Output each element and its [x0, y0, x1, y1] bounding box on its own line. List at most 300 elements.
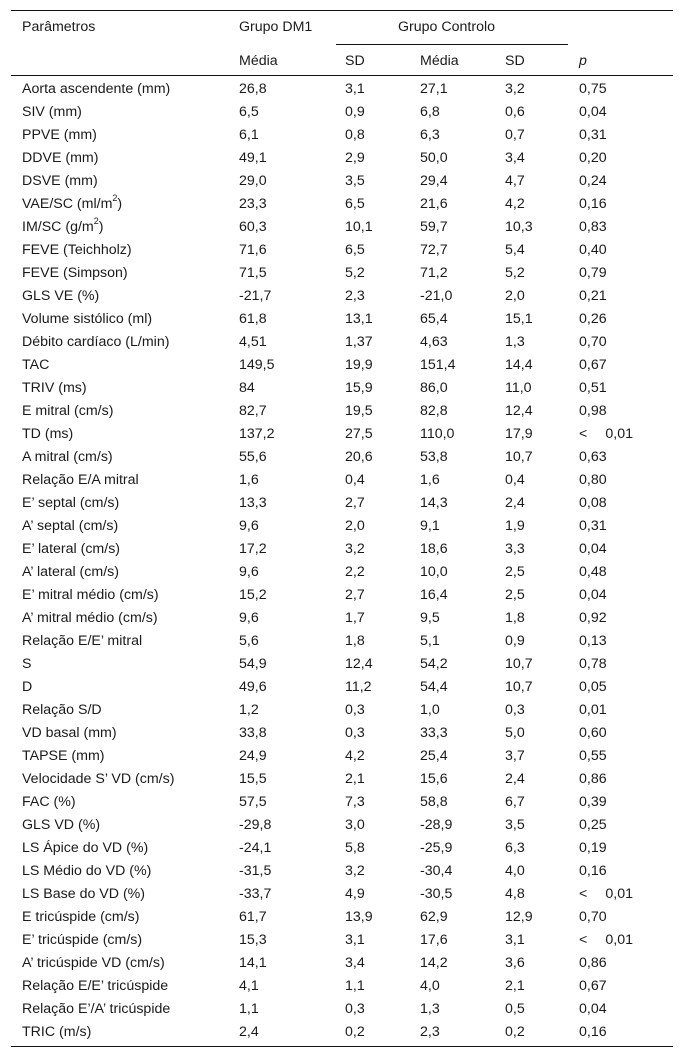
- controlo-mean-cell: 6,8: [420, 104, 440, 120]
- controlo-mean-cell: 29,4: [420, 173, 448, 189]
- dm1-sd-cell: 10,1: [345, 219, 373, 235]
- controlo-sd-cell: 5,4: [505, 242, 525, 258]
- controlo-sd-cell: 0,2: [505, 1024, 525, 1040]
- p-value-cell: < 0,01: [579, 932, 634, 948]
- table-row: [11, 745, 673, 768]
- dm1-mean-cell: 9,6: [239, 610, 259, 626]
- controlo-sd-cell: 2,5: [505, 564, 525, 580]
- comparison-table: [11, 10, 673, 1047]
- dm1-sd-cell: 1,37: [345, 334, 373, 350]
- header-grupo-controlo: Grupo Controlo: [398, 19, 495, 35]
- controlo-mean-cell: 82,8: [420, 403, 448, 419]
- controlo-mean-cell: 1,0: [420, 702, 440, 718]
- dm1-mean-cell: 33,8: [239, 725, 267, 741]
- dm1-mean-cell: 2,4: [239, 1024, 259, 1040]
- table-row: [11, 952, 673, 975]
- table-row: [11, 768, 673, 791]
- parameter-cell: Relação E/A mitral: [22, 472, 139, 488]
- controlo-mean-cell: 14,2: [420, 955, 448, 971]
- p-value-cell: 0,26: [579, 311, 607, 327]
- dm1-mean-cell: 1,1: [239, 1001, 259, 1017]
- table-row: [11, 354, 673, 377]
- dm1-sd-cell: 4,9: [345, 886, 365, 902]
- controlo-sd-cell: 12,4: [505, 403, 533, 419]
- dm1-mean-cell: 71,5: [239, 265, 267, 281]
- controlo-mean-cell: 2,3: [420, 1024, 440, 1040]
- p-value-cell: 0,67: [579, 978, 607, 994]
- table-row: [11, 584, 673, 607]
- p-value-cell: 0,70: [579, 909, 607, 925]
- dm1-sd-cell: 4,2: [345, 748, 365, 764]
- parameter-cell: DSVE (mm): [22, 173, 98, 189]
- table-bottom-rule: [11, 1046, 673, 1047]
- controlo-mean-cell: 4,0: [420, 978, 440, 994]
- controlo-mean-cell: 21,6: [420, 196, 448, 212]
- controlo-sd-cell: 6,3: [505, 840, 525, 856]
- dm1-sd-cell: 3,1: [345, 81, 365, 97]
- table-row: [11, 883, 673, 906]
- dm1-mean-cell: 15,2: [239, 587, 267, 603]
- controlo-sd-cell: 0,3: [505, 702, 525, 718]
- table-row: [11, 676, 673, 699]
- table-row: [11, 147, 673, 170]
- p-value-cell: 0,13: [579, 633, 607, 649]
- dm1-mean-cell: 6,5: [239, 104, 259, 120]
- p-value-cell: 0,04: [579, 587, 607, 603]
- controlo-mean-cell: 54,4: [420, 679, 448, 695]
- dm1-mean-cell: 6,1: [239, 127, 259, 143]
- table-row: [11, 699, 673, 722]
- parameter-cell: A’ lateral (cm/s): [22, 564, 119, 580]
- dm1-sd-cell: 3,5: [345, 173, 365, 189]
- table-row: [11, 400, 673, 423]
- controlo-sd-cell: 0,4: [505, 472, 525, 488]
- table-row: [11, 239, 673, 262]
- controlo-mean-cell: 71,2: [420, 265, 448, 281]
- p-value-cell: 0,98: [579, 403, 607, 419]
- controlo-sd-cell: 11,0: [505, 380, 532, 396]
- controlo-mean-cell: 16,4: [420, 587, 448, 603]
- dm1-sd-cell: 1,1: [345, 978, 365, 994]
- parameter-cell: TD (ms): [22, 426, 74, 442]
- dm1-sd-cell: 19,9: [345, 357, 373, 373]
- dm1-mean-cell: 1,6: [239, 472, 259, 488]
- controlo-mean-cell: 27,1: [420, 81, 448, 97]
- table-row: [11, 538, 673, 561]
- p-value-cell: 0,08: [579, 495, 607, 511]
- dm1-sd-cell: 0,2: [345, 1024, 365, 1040]
- table-row: [11, 262, 673, 285]
- parameter-cell: E’ tricúspide (cm/s): [22, 932, 143, 948]
- table-row: [11, 929, 673, 952]
- parameter-cell: Débito cardíaco (L/min): [22, 334, 170, 350]
- table-row: [11, 216, 673, 239]
- header-sd-controlo: SD: [505, 53, 525, 69]
- dm1-mean-cell: 49,6: [239, 679, 267, 695]
- p-value-cell: 0,86: [579, 771, 607, 787]
- table-row: [11, 492, 673, 515]
- controlo-mean-cell: 18,6: [420, 541, 448, 557]
- p-value-cell: 0,80: [579, 472, 607, 488]
- p-value-cell: 0,40: [579, 242, 607, 258]
- controlo-mean-cell: 1,3: [420, 1001, 440, 1017]
- dm1-sd-cell: 2,7: [345, 495, 365, 511]
- controlo-sd-cell: 15,1: [505, 311, 533, 327]
- dm1-mean-cell: 17,2: [239, 541, 267, 557]
- controlo-mean-cell: 1,6: [420, 472, 440, 488]
- dm1-sd-cell: 0,3: [345, 725, 365, 741]
- dm1-mean-cell: 71,6: [239, 242, 267, 258]
- table-row: [11, 1021, 673, 1044]
- parameter-cell: VD basal (mm): [22, 725, 117, 741]
- p-value-cell: 0,31: [579, 518, 607, 534]
- parameter-cell: A’ septal (cm/s): [22, 518, 119, 534]
- table-row: [11, 469, 673, 492]
- parameter-cell: E tricúspide (cm/s): [22, 909, 140, 925]
- parameter-cell: Relação S/D: [22, 702, 102, 718]
- dm1-sd-cell: 2,1: [345, 771, 365, 787]
- dm1-mean-cell: -29,8: [239, 817, 272, 833]
- table-row: [11, 331, 673, 354]
- dm1-sd-cell: 2,3: [345, 288, 365, 304]
- parameter-cell: GLS VD (%): [22, 817, 101, 833]
- dm1-mean-cell: 24,9: [239, 748, 267, 764]
- table-row: [11, 78, 673, 101]
- table-row: [11, 423, 673, 446]
- controlo-sd-cell: 1,8: [505, 610, 525, 626]
- parameter-cell: D: [22, 679, 33, 695]
- parameter-cell: TAC: [22, 357, 50, 373]
- dm1-mean-cell: 29,0: [239, 173, 267, 189]
- p-value-cell: 0,92: [579, 610, 607, 626]
- controlo-sd-cell: 3,5: [505, 817, 525, 833]
- parameter-cell: GLS VE (%): [22, 288, 100, 304]
- controlo-sd-cell: 10,7: [505, 679, 533, 695]
- controlo-mean-cell: 10,0: [420, 564, 448, 580]
- dm1-sd-cell: 2,7: [345, 587, 365, 603]
- controlo-mean-cell: 6,3: [420, 127, 440, 143]
- parameter-cell: A’ mitral médio (cm/s): [22, 610, 158, 626]
- table-row: [11, 837, 673, 860]
- dm1-sd-cell: 1,7: [345, 610, 365, 626]
- controlo-mean-cell: 25,4: [420, 748, 448, 764]
- dm1-sd-cell: 0,9: [345, 104, 365, 120]
- controlo-sd-cell: 4,8: [505, 886, 525, 902]
- parameter-cell: E’ lateral (cm/s): [22, 541, 121, 557]
- dm1-sd-cell: 13,1: [345, 311, 373, 327]
- dm1-sd-cell: 0,3: [345, 702, 365, 718]
- controlo-sd-cell: 2,1: [505, 978, 525, 994]
- table-header: [11, 11, 673, 76]
- controlo-mean-cell: 62,9: [420, 909, 448, 925]
- dm1-sd-cell: 6,5: [345, 196, 365, 212]
- header-parametros: Parâmetros: [22, 19, 96, 35]
- parameter-cell: IM/SC $(g/m^2)$: [22, 216, 104, 235]
- parameter-cell: Volume sistólico (ml): [22, 311, 153, 327]
- controlo-mean-cell: 65,4: [420, 311, 448, 327]
- table-row: [11, 561, 673, 584]
- controlo-mean-cell: 110,0: [420, 426, 455, 442]
- controlo-sd-cell: 4,2: [505, 196, 525, 212]
- table-row: [11, 193, 673, 216]
- parameter-cell: E mitral (cm/s): [22, 403, 114, 419]
- table-row: [11, 377, 673, 400]
- controlo-sd-cell: 4,0: [505, 863, 525, 879]
- dm1-mean-cell: 84: [239, 380, 255, 396]
- p-value-cell: 0,67: [579, 357, 607, 373]
- table-row: [11, 446, 673, 469]
- dm1-sd-cell: 13,9: [345, 909, 373, 925]
- table-row: [11, 860, 673, 883]
- controlo-sd-cell: 12,9: [505, 909, 533, 925]
- header-sd-dm1: SD: [345, 53, 365, 69]
- dm1-mean-cell: 13,3: [239, 495, 267, 511]
- dm1-mean-cell: 9,6: [239, 564, 259, 580]
- p-value-cell: < 0,01: [579, 886, 634, 902]
- p-value-cell: 0,79: [579, 265, 607, 281]
- controlo-sd-cell: 0,9: [505, 633, 525, 649]
- dm1-sd-cell: 2,2: [345, 564, 365, 580]
- parameter-cell: FEVE (Teichholz): [22, 242, 132, 258]
- dm1-mean-cell: -31,5: [239, 863, 272, 879]
- controlo-sd-cell: 0,6: [505, 104, 525, 120]
- controlo-mean-cell: 15,6: [420, 771, 448, 787]
- controlo-mean-cell: 86,0: [420, 380, 448, 396]
- dm1-sd-cell: 6,5: [345, 242, 365, 258]
- p-value-cell: 0,48: [579, 564, 607, 580]
- controlo-mean-cell: 54,2: [420, 656, 448, 672]
- p-value-cell: 0,05: [579, 679, 607, 695]
- dm1-sd-cell: 1,8: [345, 633, 365, 649]
- header-media-controlo: Média: [420, 53, 459, 69]
- dm1-mean-cell: 61,8: [239, 311, 267, 327]
- controlo-mean-cell: 14,3: [420, 495, 448, 511]
- controlo-sd-cell: 6,7: [505, 794, 525, 810]
- controlo-sd-cell: 1,9: [505, 518, 525, 534]
- dm1-sd-cell: 0,3: [345, 1001, 365, 1017]
- parameter-cell: E’ mitral médio (cm/s): [22, 587, 159, 603]
- dm1-mean-cell: -24,1: [239, 840, 272, 856]
- dm1-sd-cell: 3,2: [345, 541, 365, 557]
- dm1-sd-cell: 5,8: [345, 840, 365, 856]
- parameter-cell: Relação E’/A’ tricúspide: [22, 1001, 171, 1017]
- controlo-mean-cell: -30,4: [420, 863, 453, 879]
- p-value-cell: 0,21: [579, 288, 607, 304]
- dm1-mean-cell: 49,1: [239, 150, 267, 166]
- group-controlo-rule: [336, 44, 568, 45]
- controlo-mean-cell: 50,0: [420, 150, 448, 166]
- dm1-mean-cell: -21,7: [239, 288, 272, 304]
- parameter-cell: Velocidade S’ VD (cm/s): [22, 771, 175, 787]
- dm1-mean-cell: 149,5: [239, 357, 275, 373]
- p-value-cell: 0,70: [579, 334, 607, 350]
- controlo-sd-cell: 3,6: [505, 955, 525, 971]
- p-value-cell: 0,04: [579, 104, 607, 120]
- dm1-sd-cell: 11,2: [345, 679, 372, 695]
- dm1-sd-cell: 12,4: [345, 656, 373, 672]
- dm1-mean-cell: -33,7: [239, 886, 272, 902]
- controlo-sd-cell: 14,4: [505, 357, 533, 373]
- table-row: [11, 975, 673, 998]
- parameter-cell: A’ tricúspide VD (cm/s): [22, 955, 165, 971]
- p-value-cell: 0,60: [579, 725, 607, 741]
- controlo-sd-cell: 2,4: [505, 495, 525, 511]
- dm1-mean-cell: 1,2: [239, 702, 259, 718]
- parameter-cell: SIV (mm): [22, 104, 82, 120]
- header-grupo-dm1: Grupo DM1: [239, 19, 313, 35]
- p-value-cell: 0,16: [579, 196, 607, 212]
- dm1-sd-cell: 27,5: [345, 426, 373, 442]
- p-value-cell: 0,86: [579, 955, 607, 971]
- dm1-mean-cell: 61,7: [239, 909, 267, 925]
- controlo-sd-cell: 5,0: [505, 725, 525, 741]
- dm1-sd-cell: 5,2: [345, 265, 365, 281]
- dm1-sd-cell: 7,3: [345, 794, 365, 810]
- table-row: [11, 308, 673, 331]
- p-value-cell: 0,16: [579, 1024, 607, 1040]
- table-row: [11, 101, 673, 124]
- p-value-cell: < 0,01: [579, 426, 634, 442]
- controlo-sd-cell: 3,2: [505, 81, 525, 97]
- table-row: [11, 630, 673, 653]
- table-row: [11, 607, 673, 630]
- controlo-mean-cell: 58,8: [420, 794, 448, 810]
- table-row: [11, 170, 673, 193]
- controlo-mean-cell: 53,8: [420, 449, 448, 465]
- p-value-cell: 0,04: [579, 541, 607, 557]
- controlo-sd-cell: 2,4: [505, 771, 525, 787]
- parameter-cell: A mitral (cm/s): [22, 449, 113, 465]
- parameter-cell: TAPSE (mm): [22, 748, 105, 764]
- controlo-sd-cell: 0,5: [505, 1001, 525, 1017]
- parameter-cell: Relação E/E’ tricúspide: [22, 978, 169, 994]
- dm1-mean-cell: 23,3: [239, 196, 267, 212]
- p-value-cell: 0,63: [579, 449, 607, 465]
- dm1-mean-cell: 4,51: [239, 334, 267, 350]
- dm1-sd-cell: 2,0: [345, 518, 365, 534]
- dm1-mean-cell: 55,6: [239, 449, 267, 465]
- dm1-mean-cell: 9,6: [239, 518, 259, 534]
- dm1-sd-cell: 0,4: [345, 472, 365, 488]
- parameter-cell: Relação E/E’ mitral: [22, 633, 143, 649]
- dm1-mean-cell: 82,7: [239, 403, 267, 419]
- controlo-sd-cell: 2,0: [505, 288, 525, 304]
- dm1-sd-cell: 3,2: [345, 863, 365, 879]
- dm1-sd-cell: 2,9: [345, 150, 365, 166]
- dm1-mean-cell: 15,3: [239, 932, 267, 948]
- p-value-cell: 0,75: [579, 81, 607, 97]
- table-row: [11, 124, 673, 147]
- dm1-mean-cell: 60,3: [239, 219, 267, 235]
- controlo-mean-cell: -25,9: [420, 840, 453, 856]
- table-row: [11, 722, 673, 745]
- parameter-cell: TRIV (ms): [22, 380, 87, 396]
- dm1-sd-cell: 19,5: [345, 403, 373, 419]
- controlo-sd-cell: 10,7: [505, 656, 533, 672]
- dm1-sd-cell: 3,4: [345, 955, 365, 971]
- p-value-cell: 0,51: [579, 380, 607, 396]
- p-value-cell: 0,25: [579, 817, 607, 833]
- controlo-mean-cell: -30,5: [420, 886, 453, 902]
- table-row: [11, 906, 673, 929]
- p-value-cell: 0,55: [579, 748, 607, 764]
- dm1-mean-cell: 14,1: [239, 955, 267, 971]
- dm1-mean-cell: 4,1: [239, 978, 259, 994]
- controlo-sd-cell: 3,7: [505, 748, 525, 764]
- parameter-cell: DDVE (mm): [22, 150, 99, 166]
- parameter-cell: TRIC (m/s): [22, 1024, 92, 1040]
- controlo-mean-cell: 59,7: [420, 219, 448, 235]
- table-row: [11, 998, 673, 1021]
- table-row: [11, 285, 673, 308]
- dm1-mean-cell: 15,5: [239, 771, 267, 787]
- controlo-mean-cell: 33,3: [420, 725, 448, 741]
- table-body: [11, 76, 673, 1044]
- parameter-cell: PPVE (mm): [22, 127, 97, 143]
- p-value-cell: 0,78: [579, 656, 607, 672]
- dm1-sd-cell: 0,8: [345, 127, 365, 143]
- p-value-cell: 0,19: [579, 840, 607, 856]
- p-value-cell: 0,04: [579, 1001, 607, 1017]
- controlo-mean-cell: 151,4: [420, 357, 456, 373]
- header-p-value: p: [579, 53, 587, 69]
- dm1-sd-cell: 3,1: [345, 932, 365, 948]
- parameter-cell: S: [22, 656, 32, 672]
- header-media-dm1: Média: [239, 53, 278, 69]
- parameter-cell: E’ septal (cm/s): [22, 495, 120, 511]
- dm1-mean-cell: 137,2: [239, 426, 275, 442]
- p-value-cell: 0,83: [579, 219, 607, 235]
- parameter-cell: Aorta ascendente (mm): [22, 81, 171, 97]
- dm1-mean-cell: 26,8: [239, 81, 267, 97]
- dm1-mean-cell: 57,5: [239, 794, 267, 810]
- controlo-mean-cell: -28,9: [420, 817, 453, 833]
- controlo-mean-cell: 4,63: [420, 334, 448, 350]
- table-row: [11, 653, 673, 676]
- dm1-sd-cell: 3,0: [345, 817, 365, 833]
- controlo-mean-cell: -21,0: [420, 288, 453, 304]
- controlo-sd-cell: 3,3: [505, 541, 525, 557]
- table-row: [11, 814, 673, 837]
- controlo-sd-cell: 1,3: [505, 334, 525, 350]
- parameter-cell: VAE/SC $(ml/m^2)$: [22, 193, 123, 212]
- controlo-sd-cell: 10,7: [505, 449, 533, 465]
- dm1-sd-cell: 15,9: [345, 380, 373, 396]
- controlo-sd-cell: 10,3: [505, 219, 533, 235]
- controlo-mean-cell: 72,7: [420, 242, 448, 258]
- parameter-cell: FAC (%): [22, 794, 76, 810]
- table-row: [11, 791, 673, 814]
- controlo-sd-cell: 0,7: [505, 127, 525, 143]
- dm1-sd-cell: 20,6: [345, 449, 373, 465]
- table-row: [11, 515, 673, 538]
- controlo-mean-cell: 9,5: [420, 610, 440, 626]
- controlo-mean-cell: 5,1: [420, 633, 440, 649]
- controlo-sd-cell: 4,7: [505, 173, 525, 189]
- controlo-sd-cell: 3,4: [505, 150, 525, 166]
- dm1-mean-cell: 5,6: [239, 633, 259, 649]
- parameter-cell: LS Ápice do VD (%): [22, 840, 149, 856]
- p-value-cell: 0,39: [579, 794, 607, 810]
- p-value-cell: 0,01: [579, 702, 607, 718]
- p-value-cell: 0,31: [579, 127, 607, 143]
- parameter-cell: LS Base do VD (%): [22, 886, 146, 902]
- dm1-mean-cell: 54,9: [239, 656, 267, 672]
- controlo-sd-cell: 2,5: [505, 587, 525, 603]
- controlo-sd-cell: 5,2: [505, 265, 525, 281]
- p-value-cell: 0,20: [579, 150, 607, 166]
- parameter-cell: FEVE (Simpson): [22, 265, 128, 281]
